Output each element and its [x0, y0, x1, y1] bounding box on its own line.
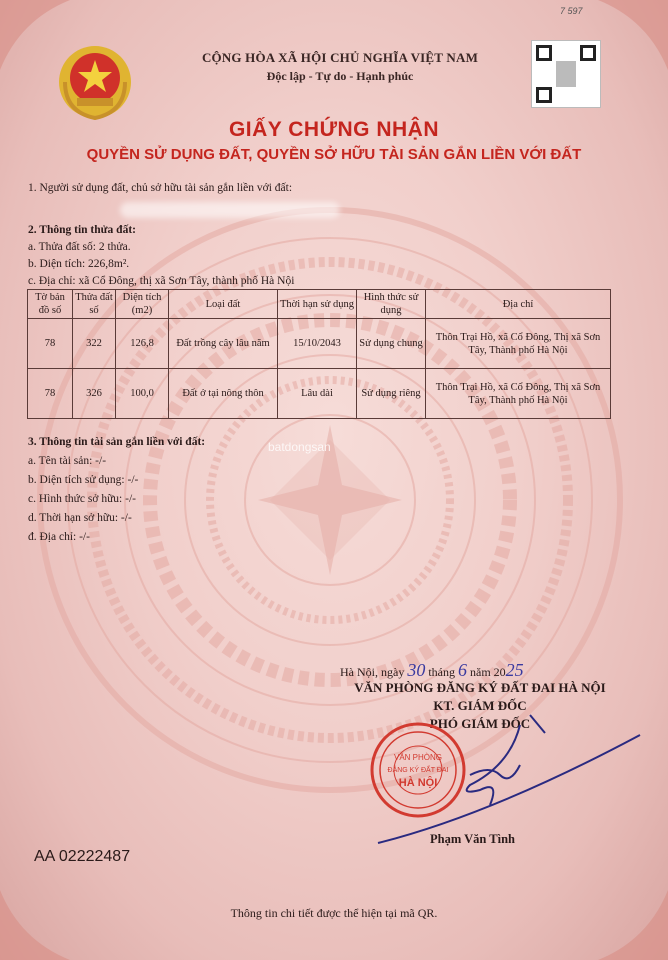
national-header	[140, 50, 540, 84]
date-prefix: Hà Nội, ngày	[340, 665, 405, 679]
national-title: CỘNG HÒA XÃ HỘI CHỦ NGHĨA VIỆT NAM	[201, 50, 479, 65]
table-cell: 126,8	[116, 319, 169, 369]
date-day: 30	[407, 660, 426, 680]
table-cell: 15/10/2043	[278, 319, 357, 369]
watermark-text: batdongsan	[268, 440, 331, 454]
signer-name: Phạm Văn Tình	[430, 832, 515, 846]
certificate-serial: AA 02222487	[34, 848, 131, 865]
redacted-owner	[120, 202, 340, 218]
asset-area: b. Diện tích sử dụng: -/-	[28, 474, 139, 486]
table-cell: Sử dụng riêng	[357, 369, 426, 419]
national-motto: Độc lập - Tự do - Hạnh phúc	[266, 69, 414, 83]
stamp-line-2: ĐĂNG KÝ ĐẤT ĐAI	[387, 767, 449, 774]
parcel-area: b. Diện tích: 226,8m².	[28, 258, 130, 270]
table-header-row	[28, 290, 611, 319]
table-row	[28, 369, 611, 419]
qr-code-icon	[532, 41, 600, 107]
table-cell: 326	[73, 369, 116, 419]
date-month-label: tháng	[428, 665, 455, 679]
table-cell: 78	[28, 319, 73, 369]
col-header: Thời hạn sử dụng	[278, 290, 357, 319]
issuing-office: VĂN PHÒNG ĐĂNG KÝ ĐẤT ĐAI HÀ NỘI	[354, 680, 606, 695]
col-header: Loại đất	[169, 290, 278, 319]
table-cell: Sử dụng chung	[357, 319, 426, 369]
section1-heading: 1. Người sử dụng đất, chủ sở hữu tài sản gắn liền với đất:	[28, 182, 293, 194]
section2-heading: 2. Thông tin thửa đất:	[28, 224, 136, 236]
certificate-subtitle: QUYỀN SỬ DỤNG ĐẤT, QUYỀN SỞ HỮU TÀI SẢN GẮN LIỀN VỚI ĐẤT	[86, 146, 582, 163]
parcel-count: a. Thửa đất số: 2 thửa.	[28, 241, 131, 253]
stamp-line-1: VĂN PHÒNG	[393, 753, 443, 762]
table-row	[28, 319, 611, 369]
corner-note: 7 597	[560, 6, 583, 16]
asset-address: đ. Địa chỉ: -/-	[28, 531, 90, 543]
date-month: 6	[458, 660, 467, 680]
col-header: Hình thức sử dụng	[357, 290, 426, 319]
issue-date	[340, 660, 524, 681]
asset-name: a. Tên tài sản: -/-	[28, 455, 107, 467]
parcel-table	[27, 289, 611, 419]
table-cell: Đất trồng cây lâu năm	[169, 319, 278, 369]
col-header: Diện tích (m2)	[116, 290, 169, 319]
asset-ownership-term: d. Thời hạn sở hữu: -/-	[28, 512, 132, 524]
date-year-label: năm 20	[470, 665, 506, 679]
col-header: Tờ bản đồ số	[28, 290, 73, 319]
col-header: Địa chỉ	[426, 290, 611, 319]
signer-role-2: PHÓ GIÁM ĐỐC	[429, 716, 531, 731]
certificate-title: GIẤY CHỨNG NHẬN	[228, 118, 440, 141]
parcel-address: c. Địa chỉ: xã Cổ Đông, thị xã Sơn Tây, thành phố Hà Nội	[28, 275, 295, 287]
col-header: Thửa đất số	[73, 290, 116, 319]
table-cell: Thôn Trại Hồ, xã Cổ Đông, Thị xã Sơn Tây, Thành phố Hà Nội	[426, 319, 611, 369]
signer-role-1: KT. GIÁM ĐỐC	[433, 698, 527, 713]
table-cell: 100,0	[116, 369, 169, 419]
national-emblem-icon	[55, 42, 135, 122]
qr-note: Thông tin chi tiết được thể hiện tại mã QR.	[230, 906, 438, 920]
table-cell: Thôn Trại Hồ, xã Cổ Đông, Thị xã Sơn Tây, Thành phố Hà Nội	[426, 369, 611, 419]
table-cell: 322	[73, 319, 116, 369]
asset-ownership-form: c. Hình thức sở hữu: -/-	[28, 493, 136, 505]
table-cell: Đất ở tại nông thôn	[169, 369, 278, 419]
section3-heading: 3. Thông tin tài sản gắn liền với đất:	[28, 436, 206, 448]
date-year-suffix: 25	[505, 660, 524, 680]
qr-code	[531, 40, 601, 108]
table-cell: Lâu dài	[278, 369, 357, 419]
stamp-line-3: HÀ NỘI	[398, 777, 438, 789]
table-cell: 78	[28, 369, 73, 419]
